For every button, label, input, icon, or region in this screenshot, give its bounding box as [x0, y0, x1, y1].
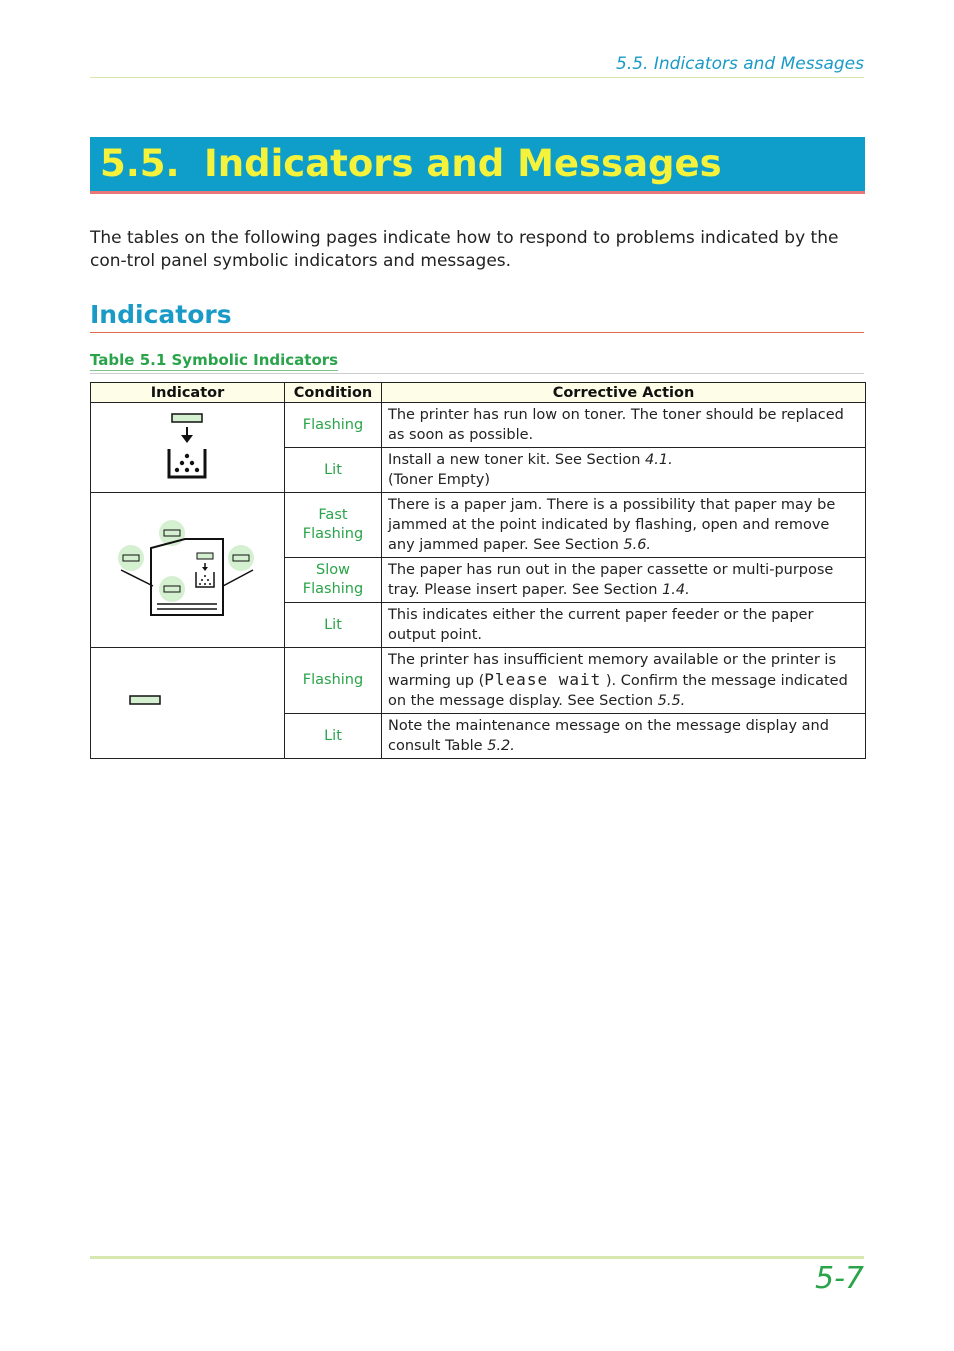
table-row: [91, 493, 866, 558]
section-reference: 5.2.: [487, 738, 515, 754]
condition-cell: Lit: [285, 603, 382, 648]
action-cell: [382, 714, 866, 759]
condition-cell: [285, 493, 382, 558]
caption-rule: [90, 373, 864, 374]
table-caption: Table 5.1 Symbolic Indicators: [90, 351, 339, 369]
condition-line: Flashing: [302, 526, 364, 542]
action-cell: [382, 448, 866, 493]
condition-cell: Lit: [285, 714, 382, 759]
action-cell: This indicates either the current paper feeder or the paper output point.: [382, 603, 866, 648]
running-header: 5.5. Indicators and Messages: [616, 54, 864, 74]
message-indicator-cell: [91, 648, 285, 759]
toner-indicator-icon: [163, 411, 213, 481]
paper-indicator-cell: [91, 493, 285, 648]
action-text: Install a new toner kit. See Section: [388, 452, 646, 468]
section-reference: 1.4.: [662, 582, 690, 598]
header-rule: [90, 77, 864, 78]
section-heading: Indicators: [90, 300, 232, 329]
header-condition: Condition: [285, 383, 382, 403]
indicators-table: [90, 382, 866, 759]
toner-indicator-cell: [91, 403, 285, 493]
condition-line: Fast: [318, 507, 348, 523]
section-rule: [90, 332, 864, 333]
table-row: [91, 648, 866, 714]
footer-rule: [90, 1256, 864, 1259]
action-cell: The printer has run low on toner. The toner should be replaced as soon as possible.: [382, 403, 866, 448]
action-text: There is a paper jam. There is a possibility that paper may be jammed at the point indicated by flashing, open and remove any jammed paper. See Section: [388, 497, 836, 553]
condition-cell: [285, 558, 382, 603]
action-cell: [382, 558, 866, 603]
action-text: The printer has insufficient memory available or the printer is warming up (: [388, 652, 837, 689]
header-indicator: Indicator: [91, 383, 285, 403]
header-action: Corrective Action: [382, 383, 866, 403]
action-cell: [382, 648, 866, 714]
intro-paragraph: The tables on the following pages indicate how to respond to problems indicated by the con-trol panel symbolic indicators and messages.: [90, 228, 839, 271]
title-text: Indicators and Messages: [204, 142, 722, 185]
condition-line: Flashing: [302, 581, 364, 597]
condition-line: Slow: [316, 562, 350, 578]
condition-cell: Flashing: [285, 648, 382, 714]
paper-jam-indicator-icon: [113, 518, 263, 618]
section-reference: 4.1.: [645, 452, 673, 468]
action-cell: [382, 493, 866, 558]
action-text: Note the maintenance message on the message display and consult Table: [388, 718, 829, 754]
action-note: (Toner Empty): [388, 472, 491, 488]
action-text: The paper has run out in the paper cassette or multi-purpose tray. Please insert paper. See Section: [388, 562, 834, 598]
table-header-row: [91, 383, 866, 403]
page-number: 5-7: [815, 1261, 864, 1296]
condition-cell: Lit: [285, 448, 382, 493]
page-title: [90, 137, 865, 194]
section-reference: 5.6.: [623, 537, 652, 553]
lcd-message: Please wait: [484, 670, 602, 689]
action-text: ). Confirm the message indicated on the message display. See Section: [388, 673, 848, 709]
section-reference: 5.5.: [657, 693, 686, 709]
title-number: 5.5.: [100, 142, 180, 185]
message-indicator-icon: [91, 691, 285, 711]
condition-cell: Flashing: [285, 403, 382, 448]
table-row: [91, 403, 866, 448]
